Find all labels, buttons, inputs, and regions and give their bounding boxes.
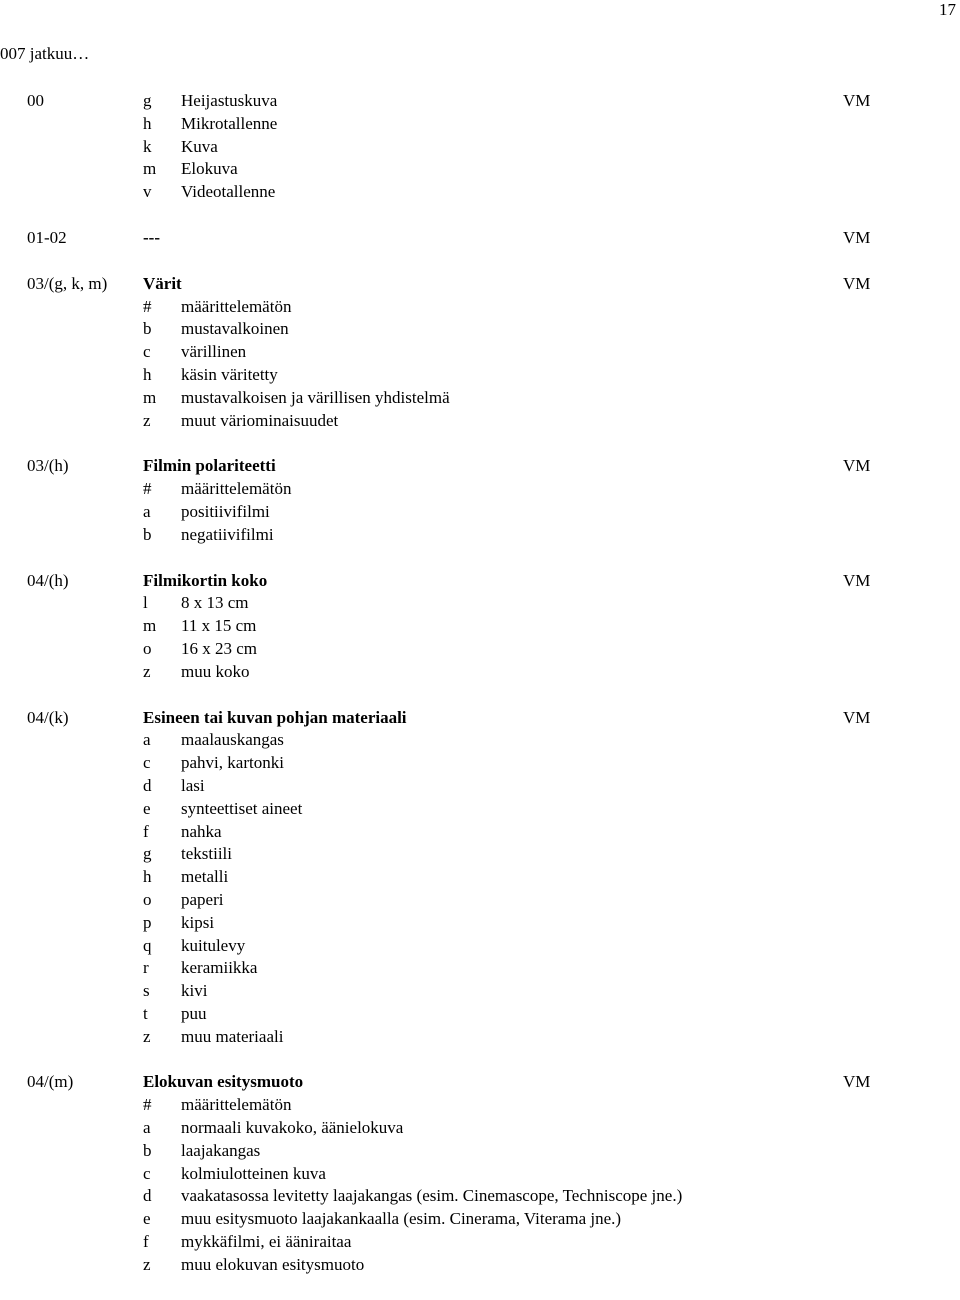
field-section bbox=[27, 455, 957, 546]
vm-marker: VM bbox=[843, 1072, 871, 1092]
value-code: l bbox=[143, 593, 148, 613]
value-row bbox=[27, 752, 957, 775]
vm-marker: VM bbox=[843, 570, 871, 590]
value-code: h bbox=[143, 113, 152, 133]
value-code: # bbox=[143, 479, 152, 499]
value-code: r bbox=[143, 958, 149, 978]
field-id: 03/(g, k, m) bbox=[27, 273, 108, 293]
field-row bbox=[27, 707, 957, 730]
value-row bbox=[27, 410, 957, 433]
value-code: # bbox=[143, 296, 152, 316]
field-id: 01-02 bbox=[27, 227, 67, 247]
page-number: 17 bbox=[939, 0, 956, 19]
value-label: puu bbox=[181, 1003, 207, 1023]
value-label: värillinen bbox=[181, 342, 247, 362]
value-row bbox=[27, 661, 957, 684]
value-row bbox=[27, 729, 957, 752]
value-code: b bbox=[143, 1140, 152, 1160]
field-row bbox=[27, 273, 957, 296]
value-row bbox=[27, 524, 957, 547]
value-row bbox=[27, 113, 957, 136]
value-row bbox=[27, 181, 957, 204]
value-code: h bbox=[143, 364, 152, 384]
value-label: kuitulevy bbox=[181, 935, 246, 955]
value-label: mykkäfilmi, ei ääniraitaa bbox=[181, 1232, 352, 1252]
value-row bbox=[27, 318, 957, 341]
vm-marker: VM bbox=[843, 273, 871, 293]
value-code: z bbox=[143, 1026, 151, 1046]
value-label: paperi bbox=[181, 889, 224, 909]
value-row bbox=[27, 478, 957, 501]
value-row bbox=[27, 501, 957, 524]
value-label: Elokuva bbox=[181, 159, 238, 179]
vm-marker: VM bbox=[843, 707, 871, 727]
document-body bbox=[27, 90, 957, 1300]
field-id: 03/(h) bbox=[27, 456, 69, 476]
value-row bbox=[27, 1026, 957, 1049]
field-section bbox=[27, 90, 957, 204]
value-code: g bbox=[143, 844, 152, 864]
value-code: m bbox=[143, 387, 157, 407]
value-label: määrittelemätön bbox=[181, 1095, 292, 1115]
field-id: 04/(h) bbox=[27, 570, 69, 590]
value-label: 11 x 15 cm bbox=[181, 616, 257, 636]
value-code: d bbox=[143, 1186, 152, 1206]
value-row bbox=[27, 296, 957, 319]
value-row bbox=[27, 935, 957, 958]
value-row bbox=[27, 866, 957, 889]
field-heading: Värit bbox=[143, 273, 182, 293]
value-label: Videotallenne bbox=[181, 182, 276, 202]
value-code: d bbox=[143, 775, 152, 795]
value-row bbox=[27, 1254, 957, 1277]
value-code: s bbox=[143, 981, 150, 1001]
value-row bbox=[27, 798, 957, 821]
value-code: b bbox=[143, 319, 152, 339]
value-row bbox=[27, 1163, 957, 1186]
field-heading: Esineen tai kuvan pohjan materiaali bbox=[143, 707, 407, 727]
field-id: 04/(m) bbox=[27, 1072, 74, 1092]
value-label: Kuva bbox=[181, 136, 218, 156]
value-label: muu esitysmuoto laajakankaalla (esim. Cinerama, Viterama jne.) bbox=[181, 1209, 622, 1229]
value-code: e bbox=[143, 798, 151, 818]
value-row bbox=[27, 615, 957, 638]
field-heading: Elokuvan esitysmuoto bbox=[143, 1072, 304, 1092]
value-label: maalauskangas bbox=[181, 730, 284, 750]
value-label: tekstiili bbox=[181, 844, 232, 864]
value-label: 8 x 13 cm bbox=[181, 593, 249, 613]
field-heading: Filmin polariteetti bbox=[143, 456, 276, 476]
value-row bbox=[27, 912, 957, 935]
value-code: z bbox=[143, 1254, 151, 1274]
value-row bbox=[27, 592, 957, 615]
field-heading: --- bbox=[143, 227, 160, 247]
value-code: z bbox=[143, 410, 151, 430]
value-code: g bbox=[143, 91, 152, 110]
value-code: a bbox=[143, 1118, 151, 1138]
value-code: a bbox=[143, 730, 151, 750]
field-section bbox=[27, 570, 957, 684]
value-label: keramiikka bbox=[181, 958, 258, 978]
value-code: m bbox=[143, 159, 157, 179]
field-row bbox=[27, 570, 957, 593]
value-label: kivi bbox=[181, 981, 208, 1001]
field-row bbox=[27, 1071, 957, 1094]
value-label: positiivifilmi bbox=[181, 501, 270, 521]
vm-marker: VM bbox=[843, 91, 871, 110]
value-label: negatiivifilmi bbox=[181, 524, 274, 544]
value-label: mustavalkoisen ja värillisen yhdistelmä bbox=[181, 387, 450, 407]
value-label: käsin väritetty bbox=[181, 364, 278, 384]
value-code: f bbox=[143, 1232, 149, 1252]
value-code: c bbox=[143, 753, 151, 773]
value-code: v bbox=[143, 182, 152, 202]
value-row bbox=[27, 136, 957, 159]
value-label: määrittelemätön bbox=[181, 479, 292, 499]
value-label: pahvi, kartonki bbox=[181, 753, 284, 773]
value-label: lasi bbox=[181, 775, 205, 795]
value-row bbox=[27, 889, 957, 912]
value-row bbox=[27, 1185, 957, 1208]
value-code: e bbox=[143, 1209, 151, 1229]
value-code: c bbox=[143, 1163, 151, 1183]
value-label: mustavalkoinen bbox=[181, 319, 289, 339]
value-label: metalli bbox=[181, 867, 229, 887]
field-id: 04/(k) bbox=[27, 707, 69, 727]
field-id: 00 bbox=[27, 91, 44, 110]
field-section bbox=[27, 273, 957, 433]
field-section bbox=[27, 707, 957, 1049]
field-heading: Filmikortin koko bbox=[143, 570, 268, 590]
field-row bbox=[27, 227, 957, 250]
value-row bbox=[27, 980, 957, 1003]
field-section bbox=[27, 1071, 957, 1276]
value-code: h bbox=[143, 867, 152, 887]
value-row bbox=[27, 957, 957, 980]
value-label: 16 x 23 cm bbox=[181, 638, 258, 658]
value-code: m bbox=[143, 616, 157, 636]
value-row bbox=[27, 158, 957, 181]
value-code: b bbox=[143, 524, 152, 544]
value-label: kolmiulotteinen kuva bbox=[181, 1163, 326, 1183]
value-code: z bbox=[143, 661, 151, 681]
value-code: o bbox=[143, 638, 152, 658]
value-row bbox=[27, 821, 957, 844]
value-code: k bbox=[143, 136, 152, 156]
value-row bbox=[27, 1003, 957, 1026]
field-row bbox=[27, 455, 957, 478]
value-label: Mikrotallenne bbox=[181, 113, 278, 133]
value-label: nahka bbox=[181, 821, 222, 841]
value-code: a bbox=[143, 501, 151, 521]
field-section bbox=[27, 227, 957, 250]
value-label: määrittelemätön bbox=[181, 296, 292, 316]
field-row bbox=[27, 90, 957, 113]
value-code: p bbox=[143, 912, 152, 932]
value-label: muu materiaali bbox=[181, 1026, 284, 1046]
value-code: o bbox=[143, 889, 152, 909]
value-label: laajakangas bbox=[181, 1140, 261, 1160]
value-label: normaali kuvakoko, äänielokuva bbox=[181, 1118, 404, 1138]
value-label: muut väriominaisuudet bbox=[181, 410, 339, 430]
value-label: Heijastuskuva bbox=[181, 91, 278, 110]
value-row bbox=[27, 1231, 957, 1254]
value-row bbox=[27, 387, 957, 410]
value-row bbox=[27, 341, 957, 364]
value-row bbox=[27, 843, 957, 866]
value-code: c bbox=[143, 342, 151, 362]
value-label: muu elokuvan esitysmuoto bbox=[181, 1254, 365, 1274]
value-code: q bbox=[143, 935, 152, 955]
value-label: muu koko bbox=[181, 661, 250, 681]
value-row bbox=[27, 1208, 957, 1231]
value-row bbox=[27, 1140, 957, 1163]
continued-label: 007 jatkuu… bbox=[0, 44, 90, 63]
value-row bbox=[27, 638, 957, 661]
value-code: t bbox=[143, 1003, 148, 1023]
value-label: vaakatasossa levitetty laajakangas (esim. Cinemascope, Techniscope jne.) bbox=[181, 1186, 683, 1206]
value-code: # bbox=[143, 1095, 152, 1115]
value-label: synteettiset aineet bbox=[181, 798, 303, 818]
value-code: f bbox=[143, 821, 149, 841]
value-row bbox=[27, 775, 957, 798]
vm-marker: VM bbox=[843, 456, 871, 476]
value-label: kipsi bbox=[181, 912, 215, 932]
value-row bbox=[27, 1094, 957, 1117]
value-row bbox=[27, 1117, 957, 1140]
vm-marker: VM bbox=[843, 227, 871, 247]
value-row bbox=[27, 364, 957, 387]
